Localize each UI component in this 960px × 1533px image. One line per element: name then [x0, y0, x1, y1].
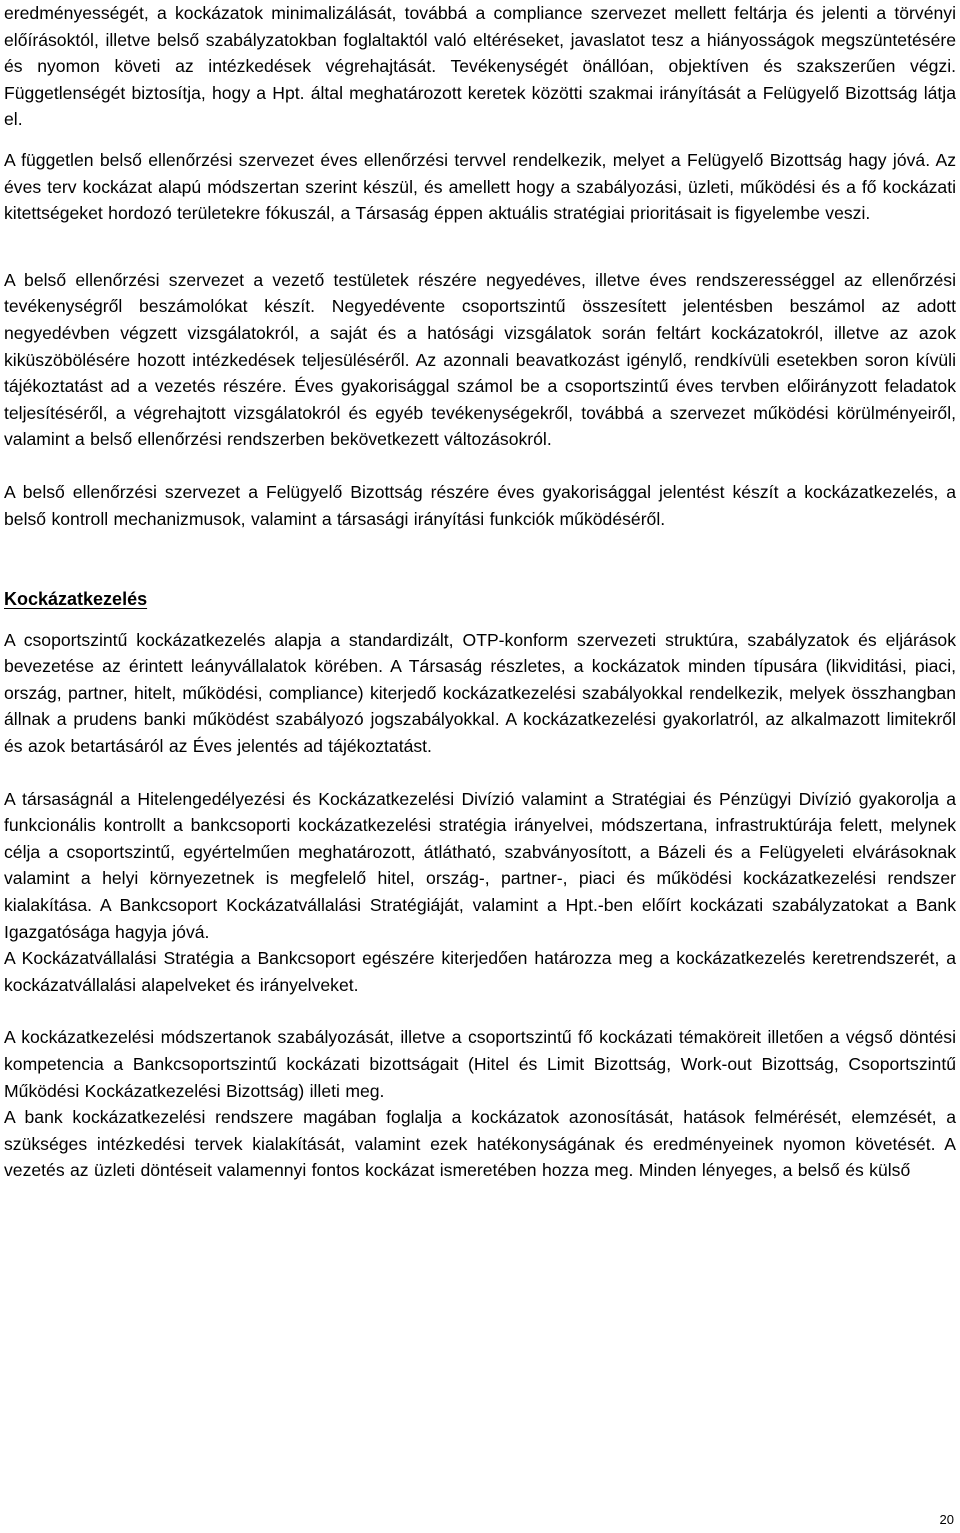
paragraph-internal-audit-continuation: eredményességét, a kockázatok minimalizálását, továbbá a compliance szervezet mellett feltárja és jelenti a törvényi előírásoktól, illetve belső szabályzatokban foglaltaktól való eltéréseket, javaslatot tesz a hiányosságok megszüntetésére és nyomon követi az intézkedések végrehajtását. Tevékenységét önállóan, objektíven és szakszerűen végzi. Függetlenségét biztosítja, hogy a Hpt. által meghatározott keretek közötti szakmai irányítását a Felügyelő Bizottság látja el.	[4, 3, 956, 130]
section-heading-risk-management: Kockázatkezelés	[4, 589, 148, 610]
paragraph-risk-strategy: A Kockázatvállalási Stratégia a Bankcsoport egészére kiterjedően határozza meg a kockázatkezelés keretrendszerét, a kockázatvállalási alapelveket és irányelveket.	[4, 948, 956, 995]
paragraph-risk-system: A bank kockázatkezelési rendszere magában foglalja a kockázatok azonosítását, hatások felmérését, elemzését, a szükséges intézkedési tervek kialakítását, valamint ezek hatékonyságának és eredményeinek nyomon követését. A vezetés az üzleti döntéseit valamennyi fontos kockázat ismeretében hozza meg. Minden lényeges, a belső és külső	[4, 1107, 956, 1181]
paragraph-divisions-control: A társaságnál a Hitelengedélyezési és Kockázatkezelési Divízió valamint a Stratégiai és Pénzügyi Divízió gyakorolja a funkcionális kontrollt a bankcsoporti kockázatkezelési stratégia irányelvei, módszertana, infrastruktúrája felett, melynek célja a csoportszintű, egyértelműen meghatározott, átlátható, szabványosított, a Bázeli és a Felügyeleti elvárásoknak valamint a helyi környezetnek is megfelelő hitel, ország-, partner-, piaci és működési kockázatkezelési rendszer kialakítása. A Bankcsoport Kockázatvállalási Stratégiáját, valamint a Hpt.-ben előírt kockázati szabályzatokat a Bank Igazgatósága hagyja jóvá.	[4, 788, 956, 942]
page-number: 20	[939, 1512, 954, 1527]
paragraph-audit-reporting: A belső ellenőrzési szervezet a vezető testületek részére negyedéves, illetve éves rendszerességgel az ellenőrzési tevékenységről beszámolókat készít. Negyedévente csoportszintű összesített jelentésben beszámol az adott negyedévben végzett vizsgálatokról, a saját és a hatósági vizsgálatok során feltárt kockázatokról, illetve az azok kiküszöbölésére hozott intézkedések teljesüléséről. Az azonnali beavatkozást igénylő, rendkívüli esetekben soron kívüli tájékoztatást ad a vezetés részére. Éves gyakorisággal számol be a csoportszintű éves tervben előirányzott feladatok teljesítéséről, a végrehajtott vizsgálatokról és egyéb tevékenységekről, továbbá a szervezet működési körülményeiről, valamint a belső ellenőrzési rendszerben bekövetkezett változásokról.	[4, 269, 956, 450]
section-spacer	[4, 572, 956, 586]
paragraph-spacer	[4, 453, 956, 479]
paragraph-group-risk-management: A csoportszintű kockázatkezelés alapja a standardizált, OTP-konform szervezeti struktúra, szabályzatok és eljárások bevezetése az érintett leányvállalatok körében. A Társaság részletes, a kockázatok minden típusára (likviditási, piaci, ország, partner, hitelt, működési, compliance) kiterjedő kockázatkezelési szabályokkal rendelkezik, melyek összhangban állnak a prudens banki működést szabályozó jogszabályokkal. A kockázatkezelési gyakorlatról, az alkalmazott limitekről és azok betartásáról az Éves jelentés ad tájékoztatást.	[4, 629, 956, 757]
paragraph-annual-audit-plan: A független belső ellenőrzési szervezet éves ellenőrzési tervvel rendelkezik, melyet a Felügyelő Bizottság hagy jóvá. Az éves terv kockázat alapú módszertan szerint készül, és amellett hogy a szabályozási, üzleti, működési és a fő kockázati kitettségeket hordozó területekre fókuszál, a Társaság éppen aktuális stratégiai prioritásait is figyelembe veszi.	[4, 149, 956, 224]
paragraph-spacer	[4, 227, 956, 267]
paragraph-spacer	[4, 998, 956, 1024]
paragraph-supervisory-board-report: A belső ellenőrzési szervezet a Felügyelő Bizottság részére éves gyakorisággal jelentést készít a kockázatkezelés, a belső kontroll mechanizmusok, valamint a társasági irányítási funkciók működéséről.	[4, 481, 956, 529]
paragraph-spacer	[4, 613, 956, 627]
paragraph-spacer	[4, 133, 956, 147]
paragraph-risk-committees: A kockázatkezelési módszertanok szabályozását, illetve a csoportszintű fő kockázati témaköreit illetően a végső döntési kompetencia a Bankcsoportszintű kockázati bizottságait (Hitel és Limit Bizottság, Work-out Bizottság, Csoportszintű Működési Kockázatkezelési Bizottság) illeti meg.	[4, 1027, 956, 1101]
paragraph-spacer	[4, 760, 956, 786]
section-spacer	[4, 532, 956, 572]
document-page	[4, 0, 956, 1184]
